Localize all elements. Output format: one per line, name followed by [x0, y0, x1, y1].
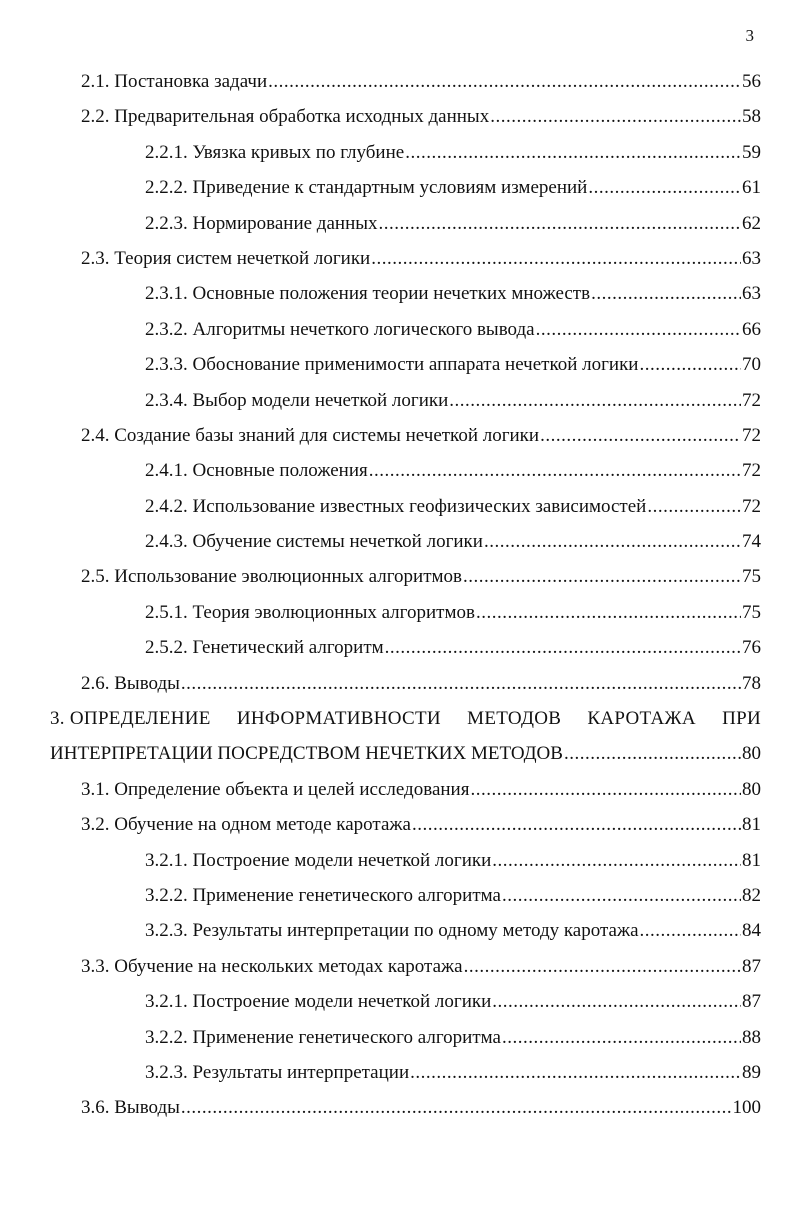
toc-entry[interactable]	[0, 418, 761, 453]
dot-leader	[564, 736, 741, 771]
toc-entry-title: 3.2.2. Применение генетического алгоритма	[145, 884, 501, 906]
toc-entry-title: 2.3. Теория систем нечеткой логики	[81, 247, 371, 269]
toc-entry[interactable]	[0, 772, 761, 807]
page-number: 3	[745, 26, 754, 45]
toc-entry-page: 87	[742, 955, 761, 977]
toc-entry[interactable]	[0, 241, 761, 276]
toc-entry-title: 2.3.2. Алгоритмы нечеткого логического вывода	[145, 318, 535, 340]
toc-entry-title: 3.1. Определение объекта и целей исследования	[81, 778, 470, 800]
dot-leader	[379, 206, 742, 241]
toc-entry-title: 2.1. Постановка задачи	[81, 71, 268, 92]
toc-entry-page: 89	[742, 1061, 761, 1083]
chapter-heading-page: 80	[742, 743, 761, 765]
dot-leader	[449, 383, 741, 418]
toc-entry-title: 2.2.2. Приведение к стандартным условиям измерений	[145, 177, 588, 199]
toc-entry[interactable]	[0, 595, 761, 630]
dot-leader	[490, 99, 741, 134]
toc-entry[interactable]	[0, 312, 761, 347]
chapter-heading-line-2	[50, 736, 761, 771]
dot-leader	[476, 595, 741, 630]
toc-entry[interactable]	[0, 913, 761, 948]
dot-leader	[470, 772, 741, 807]
toc-entry-title: 2.4.1. Основные положения	[145, 460, 368, 482]
toc-entry[interactable]	[0, 206, 761, 241]
toc-entry-page: 88	[742, 1026, 761, 1048]
toc-entry[interactable]	[0, 524, 761, 559]
toc-entry-title: 2.4.3. Обучение системы нечеткой логики	[145, 531, 483, 553]
toc-entry-page: 76	[742, 637, 761, 659]
dot-leader	[181, 1090, 732, 1125]
dot-leader	[588, 170, 741, 205]
toc-entry-page: 80	[742, 778, 761, 800]
dot-leader	[385, 630, 741, 665]
toc-entry-page: 78	[742, 672, 761, 694]
toc-chapter-3-heading[interactable]	[0, 701, 761, 772]
toc-entry-page: 63	[742, 247, 761, 269]
toc-entry[interactable]	[0, 1055, 761, 1090]
toc-entry-page: 72	[742, 424, 761, 446]
chapter-heading-line-1	[50, 701, 761, 736]
toc-entry-title: 2.2.1. Увязка кривых по глубине	[145, 141, 405, 163]
toc-entry[interactable]	[0, 843, 761, 878]
dot-leader	[640, 913, 741, 948]
toc-entry-page: 100	[732, 1097, 761, 1119]
toc-entry-page: 81	[742, 849, 761, 871]
toc-section-2	[0, 64, 796, 701]
toc-entry-title: 3.2.1. Построение модели нечеткой логики	[145, 849, 492, 871]
toc-entry-title: 2.5.2. Генетический алгоритм	[145, 637, 384, 659]
toc-entry-title: 2.5.1. Теория эволюционных алгоритмов	[145, 601, 475, 623]
toc-entry-title: 2.4. Создание базы знаний для системы нечеткой логики	[81, 424, 540, 446]
dot-leader	[371, 241, 741, 276]
chapter-heading-word: ИНФОРМАТИВНОСТИ	[236, 708, 441, 730]
toc-entry-page: 75	[742, 601, 761, 623]
toc-section-3	[0, 772, 796, 1126]
toc-entry[interactable]	[0, 666, 761, 701]
toc-entry[interactable]	[0, 878, 761, 913]
dot-leader	[502, 878, 741, 913]
toc-entry[interactable]	[0, 99, 761, 134]
dot-leader	[492, 984, 741, 1019]
toc-entry-title: 2.3.3. Обоснование применимости аппарата нечеткой логики	[145, 354, 639, 376]
toc-entry[interactable]	[0, 489, 761, 524]
toc-entry[interactable]	[0, 630, 761, 665]
dot-leader	[639, 347, 741, 382]
dot-leader	[591, 276, 741, 311]
dot-leader	[181, 666, 741, 701]
dot-leader	[463, 559, 741, 594]
dot-leader	[405, 135, 741, 170]
toc-entry-title: 2.4.2. Использование известных геофизических зависимостей	[145, 495, 647, 517]
toc-entry[interactable]	[0, 64, 761, 99]
chapter-heading-word: КАРОТАЖА	[587, 708, 696, 730]
toc-entry-page: 70	[742, 354, 761, 376]
toc-entry-title: 2.3.1. Основные положения теории нечетких множеств	[145, 283, 591, 305]
toc-entry-title: 2.3.4. Выбор модели нечеткой логики	[145, 389, 449, 411]
toc-entry[interactable]	[0, 949, 761, 984]
chapter-heading-word: МЕТОДОВ	[467, 708, 562, 730]
toc-entry[interactable]	[0, 383, 761, 418]
toc-entry[interactable]	[0, 807, 761, 842]
toc-entry-title: 2.2.3. Нормирование данных	[145, 212, 378, 234]
toc-entry-title: 3.6. Выводы	[81, 1097, 180, 1119]
dot-leader	[502, 1020, 741, 1055]
toc-entry-title: 3.2. Обучение на одном методе каротажа	[81, 814, 411, 836]
toc-entry-page: 72	[742, 495, 761, 517]
toc-entry-page: 58	[742, 106, 761, 128]
chapter-heading-word: 3. ОПРЕДЕЛЕНИЕ	[50, 708, 211, 730]
toc-entry-title: 3.2.1. Построение модели нечеткой логики	[145, 991, 492, 1013]
toc-entry-title: 3.2.3. Результаты интерпретации по одному методу каротажа	[145, 920, 639, 942]
dot-leader	[464, 949, 741, 984]
dot-leader	[410, 1055, 741, 1090]
toc-entry-title: 3.3. Обучение на нескольких методах каротажа	[81, 955, 463, 977]
toc-entry-page: 74	[742, 531, 761, 553]
toc-entry-page: 72	[742, 389, 761, 411]
toc-entry-page: 75	[742, 566, 761, 588]
toc-entry[interactable]	[0, 347, 761, 382]
dot-leader	[484, 524, 741, 559]
toc-entry-title: 3.2.3. Результаты интерпретации	[145, 1061, 410, 1083]
toc-entry-page: 62	[742, 212, 761, 234]
dot-leader	[647, 489, 741, 524]
toc-entry[interactable]	[0, 276, 761, 311]
toc-entry-page: 84	[742, 920, 761, 942]
toc-entry[interactable]	[0, 453, 761, 488]
dot-leader	[492, 843, 741, 878]
toc-entry-page: 63	[742, 283, 761, 305]
dot-leader	[268, 64, 741, 99]
toc-entry-page: 82	[742, 884, 761, 906]
toc-entry-title: 2.5. Использование эволюционных алгоритмов	[81, 566, 463, 588]
toc-entry[interactable]	[0, 170, 761, 205]
dot-leader	[369, 453, 741, 488]
toc-entry-title: 3.2.2. Применение генетического алгоритма	[145, 1026, 501, 1048]
toc-entry[interactable]	[0, 984, 761, 1019]
toc-entry-page: 61	[742, 177, 761, 199]
toc-entry-page: 72	[742, 460, 761, 482]
table-of-contents	[0, 64, 796, 1126]
toc-entry[interactable]	[0, 1020, 761, 1055]
toc-entry[interactable]	[0, 135, 761, 170]
toc-entry[interactable]	[0, 559, 761, 594]
chapter-heading-title: ИНТЕРПРЕТАЦИИ ПОСРЕДСТВОМ НЕЧЕТКИХ МЕТОДОВ	[50, 743, 563, 765]
chapter-heading-word: ПРИ	[722, 708, 761, 730]
dot-leader	[540, 418, 741, 453]
dot-leader	[536, 312, 741, 347]
toc-entry-page: 56	[742, 71, 761, 92]
dot-leader	[412, 807, 741, 842]
toc-entry-page: 59	[742, 141, 761, 163]
toc-entry-title: 2.2. Предварительная обработка исходных данных	[81, 106, 490, 128]
toc-entry[interactable]	[0, 1090, 761, 1125]
toc-entry-title: 2.6. Выводы	[81, 672, 180, 694]
toc-entry-page: 87	[742, 991, 761, 1013]
toc-entry-page: 81	[742, 814, 761, 836]
toc-entry-page: 66	[742, 318, 761, 340]
